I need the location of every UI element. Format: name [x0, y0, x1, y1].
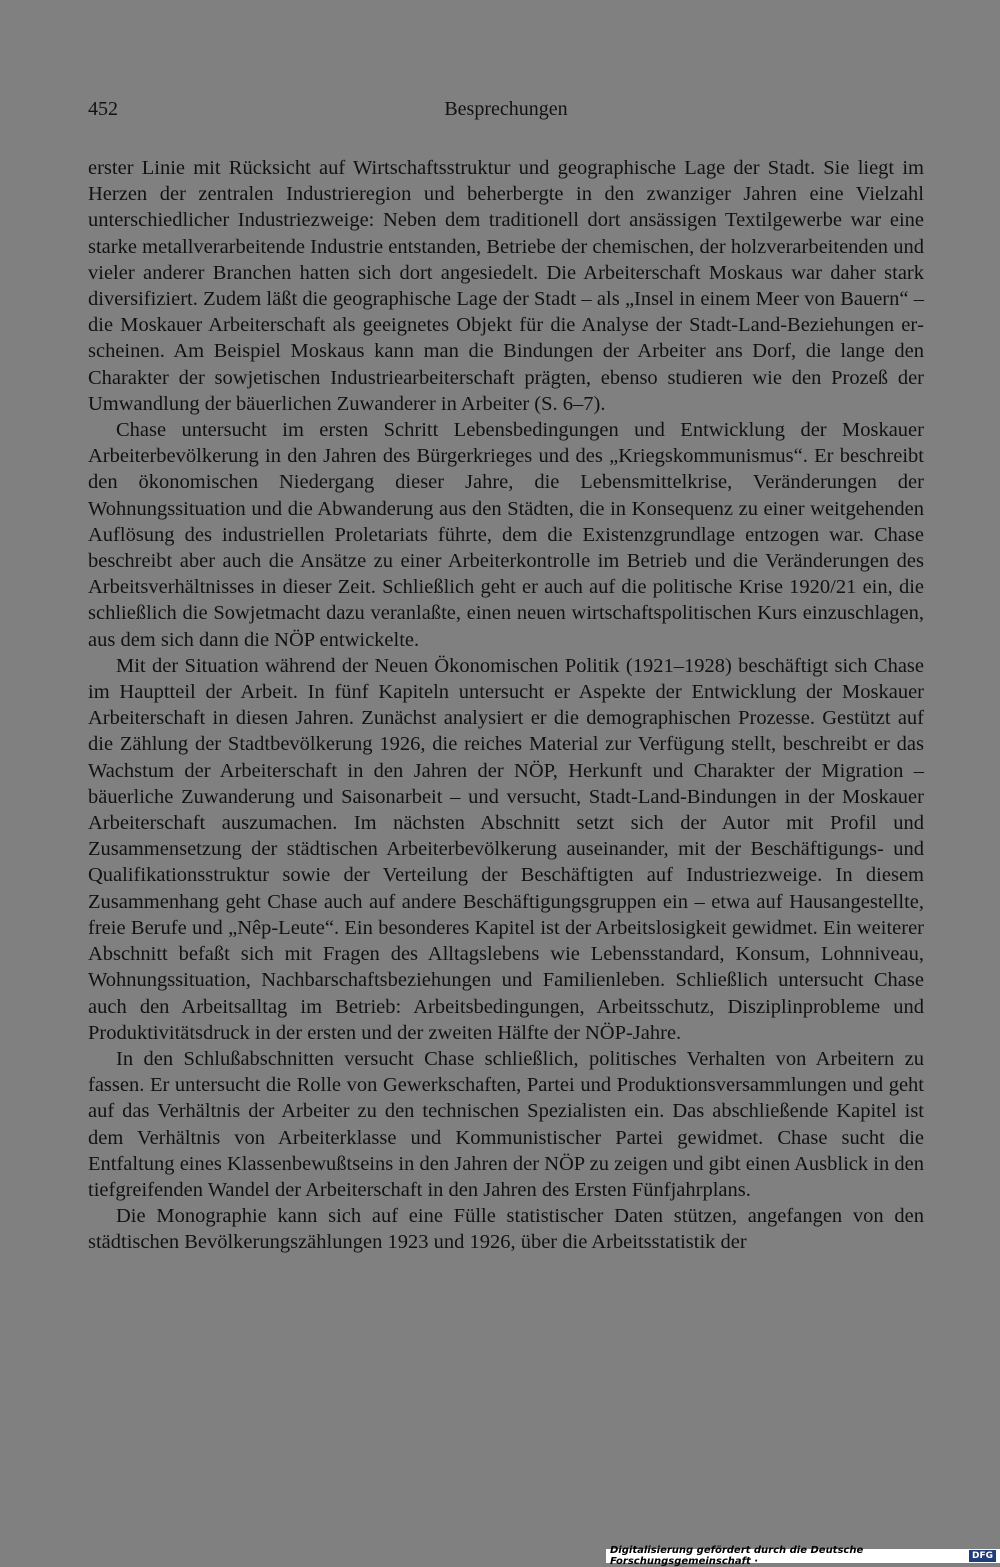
text-body: [88, 155, 924, 1256]
paragraph-2: Chase untersucht im ersten Schritt Lebensbedingungen und Entwicklung der Moskauer Arbeiterbevölkerung in den Jahren des Bürgerkrieges und des „Kriegskommunismus“. Er beschreibt den ökonomischen Niedergang dieser Jahre, die Lebensmittelkrise, Veränderungen der Wohnungssituation und die Abwanderung aus den Städten, die in Konsequenz zu einer weitgehenden Auflösung des industriellen Proletariats führte, dem die Existenzgrundlage entzogen war. Chase beschreibt aber auch die Ansätze zu einer Arbeiterkontrolle im Betrieb und die Veränderungen des Arbeitsverhältnisses in dieser Zeit. Schließlich geht er auch auf die politische Krise 1920/21 ein, die schließlich die Sowjetmacht dazu veranlaßte, einen neuen wirtschaftspolitischen Kurs einzuschlagen, aus dem sich dann die NÖP entwickelte.: [88, 419, 924, 651]
page-header: [88, 98, 924, 128]
paragraph-4: In den Schlußabschnitten versucht Chase schließlich, politisches Verhalten von Arbeitern zu fassen. Er untersucht die Rolle von Gewerkschaften, Partei und Produktionsversammlungen und geht auf das Verhältnis der Arbeiter zu den technischen Spezialisten ein. Das abschließende Kapitel ist dem Verhältnis von Arbeiterklasse und Kommunistischer Partei gewidmet. Chase sucht die Entfaltung eines Klassenbewußtseins in den Jahren der NÖP zu zeigen und gibt einen Ausblick in den tiefgreifenden Wandel der Arbeiterschaft in den Jahren des Ersten Fünfjahrplans.: [88, 1047, 924, 1201]
paragraph-5: Die Monographie kann sich auf eine Fülle statistischer Daten stützen, angefangen von den städtischen Bevölkerungszählungen 1923 und 1926, über die Arbeitsstatistik der: [88, 1205, 924, 1254]
paragraph-1: erster Linie mit Rücksicht auf Wirtschaftsstruktur und geographische Lage der Stadt. Sie liegt im Herzen der zentralen Industrieregion und beherbergte in den zwanziger Jahren eine Vielzahl unterschiedlicher Industriezweige: Neben dem traditionell dort ansässigen Textilgewerbe war eine starke metallverarbeitende Industrie entstanden, Betriebe der chemischen, der holzverarbeitenden und vieler anderer Branchen hatten sich dort angesiedelt. Die Arbeiterschaft Moskaus war daher stark diversifiziert. Zudem läßt die geographische Lage der Stadt – als „Insel in einem Meer von Bauern“ – die Moskauer Arbeiterschaft als geeignetes Objekt für die Analyse der Stadt-Land-Beziehungen erscheinen. Am Beispiel Moskaus kann man die Bindungen der Arbeiter ans Dorf, die lange den Charakter der sowjetischen Industriearbeiterschaft prägten, ebenso studieren wie den Prozeß der Umwandlung der bäuerlichen Zuwanderer in Arbeiter (S. 6–7).: [88, 157, 924, 415]
running-head: Besprechungen: [444, 98, 568, 120]
digitization-credit: [606, 1545, 1000, 1567]
paragraph-3: Mit der Situation während der Neuen Ökonomischen Politik (1921–1928) beschäftigt sich Chase im Hauptteil der Arbeit. In fünf Kapiteln untersucht er Aspekte der Entwicklung der Moskauer Arbeiterschaft in diesen Jahren. Zunächst analysiert er die demographischen Prozesse. Gestützt auf die Zählung der Stadtbevölkerung 1926, die reiches Material zur Verfügung stellt, beschreibt er das Wachstum der Arbeiterschaft in den Jahren der NÖP, Herkunft und Charakter der Migration – bäuerliche Zuwanderung und Saisonarbeit – und versucht, Stadt-Land-Bindungen in der Moskauer Arbeiterschaft auszumachen. Im nächsten Abschnitt setzt sich der Autor mit Profil und Zusammensetzung der städtischen Arbeiterbevölkerung auseinander, mit der Beschäftigungs- und Qualifikationsstruktur sowie der Verteilung der Beschäftigten auf Industriezweige. In diesem Zusammenhang geht Chase auch auf andere Beschäftigungsgruppen ein – etwa auf Hausangestellte, freie Berufe und „Nêp-Leute“. Ein besonderes Kapitel ist der Arbeitslosigkeit gewidmet. Ein weiterer Abschnitt befaßt sich mit Fragen des Alltagslebens wie Lebensstandard, Konsum, Lohnniveau, Wohnungssituation, Nachbarschaftsbeziehungen und Familienleben. Schließlich untersucht Chase auch den Arbeitsalltag im Betrieb: Arbeitsbedingungen, Arbeitsschutz, Disziplinprobleme und Produktivitätsdruck in der ersten und der zweiten Hälfte der NÖP-Jahre.: [88, 654, 924, 1044]
page-number: 452: [88, 98, 118, 120]
credit-text: Digitalisierung gefördert durch die Deutsche Forschungsgemeinschaft ·: [610, 1545, 864, 1567]
dfg-logo-icon: DFG: [969, 1550, 996, 1562]
